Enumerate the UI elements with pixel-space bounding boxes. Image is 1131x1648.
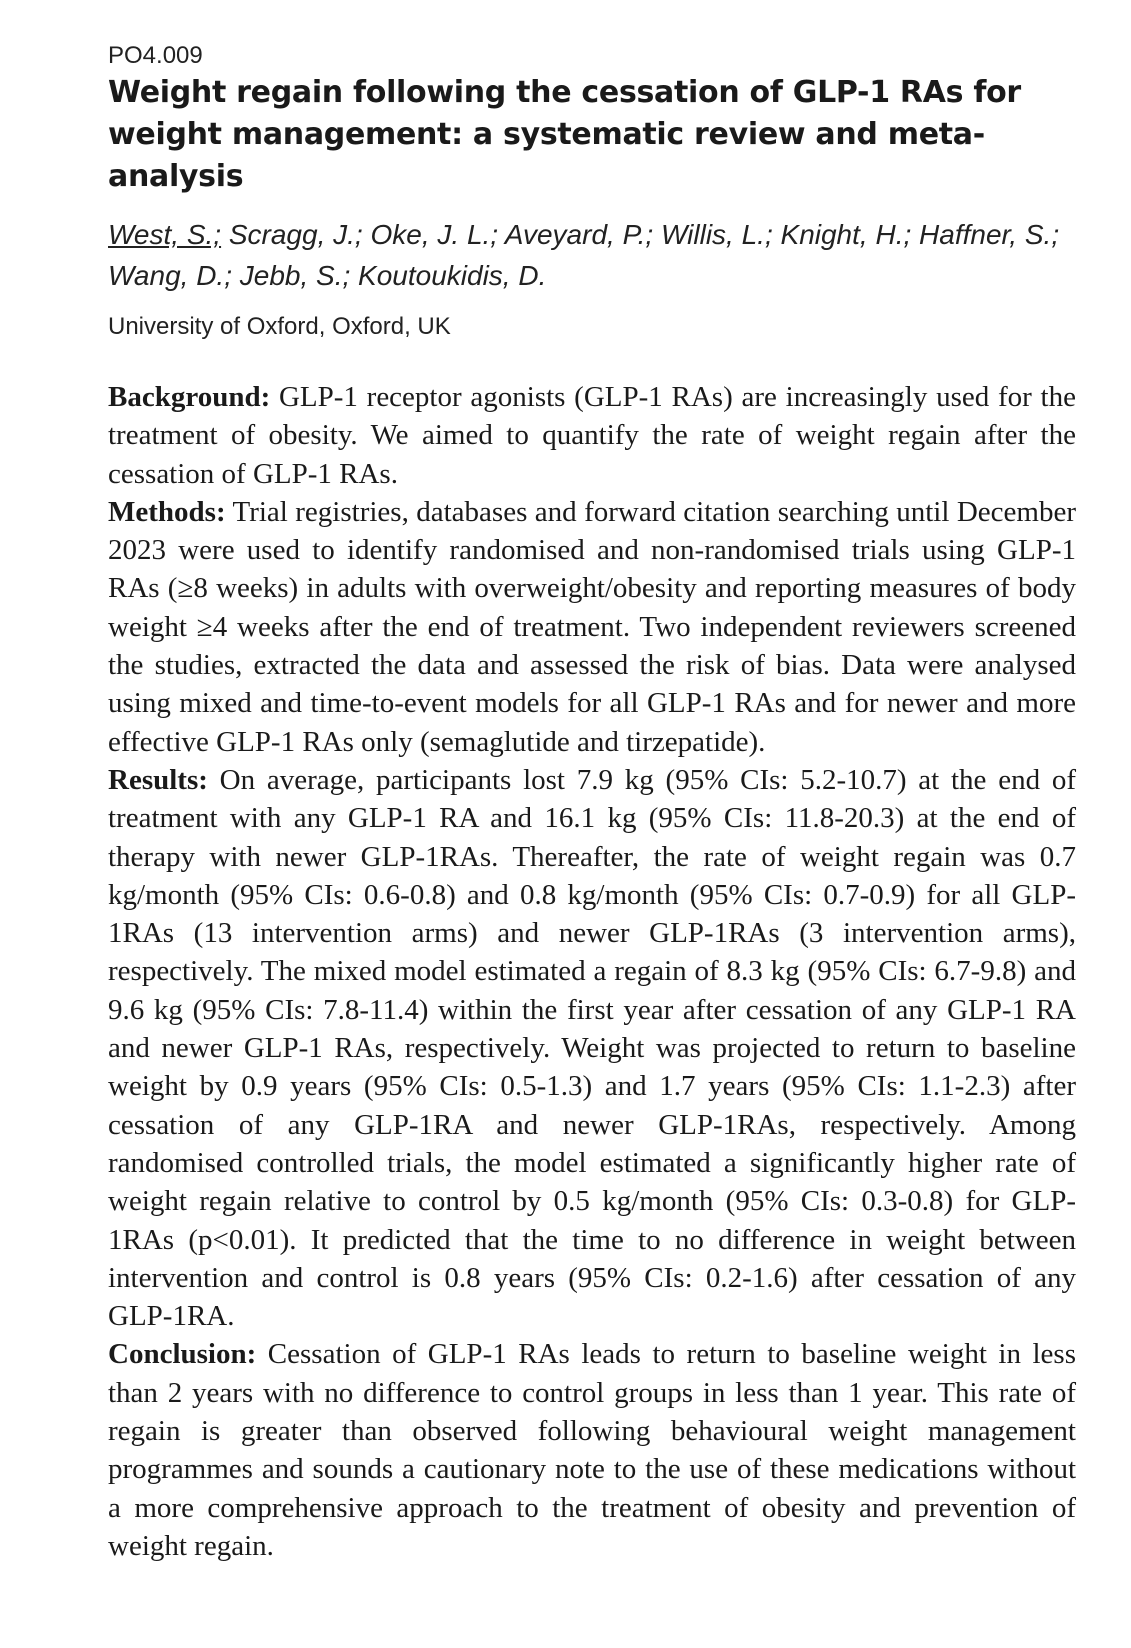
author-list <box>108 214 1076 296</box>
affiliation: University of Oxford, Oxford, UK <box>108 313 451 340</box>
first-author: West, S.; <box>108 219 222 250</box>
methods-text: Trial registries, databases and forward citation searching until December 2023 were used to identify randomised and non-randomised trials using GLP-1 RAs (≥8 weeks) in adults with overweight/obesity and reporting measures of body weight ≥4 weeks after the end of treatment. Two independent reviewers screened the studies, extracted the data and assessed the risk of bias. Data were analysed using mixed and time-to-event models for all GLP-1 RAs and for newer and more effective GLP-1 RAs only (semaglutide and tirzepatide). <box>108 495 1076 758</box>
results-label: Results: <box>108 763 208 796</box>
background-label: Background: <box>108 381 271 413</box>
methods-label: Methods: <box>108 495 226 528</box>
co-authors: Scragg, J.; Oke, J. L.; Aveyard, P.; Willis, L.; Knight, H.; Haffner, S.; Wang, D.; Jebb, S.; Koutoukidis, D. <box>108 219 1060 291</box>
conclusion-text: Cessation of GLP-1 RAs leads to return to baseline weight in less than 2 years with no difference to control groups in less than 1 year. This rate of regain is greater than observed following behavioural weight management programmes and sounds a cautionary note to the use of these medications without a more comprehensive approach to the treatment of obesity and prevention of weight regain. <box>108 1338 1076 1562</box>
abstract-body <box>108 378 1076 1565</box>
conclusion-label: Conclusion: <box>108 1338 257 1371</box>
methods-section <box>108 493 1076 761</box>
poster-code: PO4.009 <box>108 42 203 69</box>
background-section <box>108 378 1076 493</box>
background-text: GLP-1 receptor agonists (GLP-1 RAs) are increasingly used for the treatment of obesity. We aimed to quantify the rate of weight regain after the cessation of GLP-1 RAs. <box>108 381 1076 490</box>
abstract-page <box>108 40 1076 1565</box>
results-text: On average, participants lost 7.9 kg (95% CIs: 5.2-10.7) at the end of treatment with any GLP-1 RA and 16.1 kg (95% CIs: 11.8-20.3) at the end of therapy with newer GLP-1RAs. Thereafter, the rate of weight regain was 0.7 kg/month (95% CIs: 0.6-0.8) and 0.8 kg/month (95% CIs: 0.7-0.9) for all GLP-1RAs (13 intervention arms) and newer GLP-1RAs (3 intervention arms), respectively. The mixed model estimated a regain of 8.3 kg (95% CIs: 6.7-9.8) and 9.6 kg (95% CIs: 7.8-11.4) within the first year after cessation of any GLP-1 RA and newer GLP-1 RAs, respectively. Weight was projected to return to baseline weight by 0.9 years (95% CIs: 0.5-1.3) and 1.7 years (95% CIs: 1.1-2.3) after cessation of any GLP-1RA and newer GLP-1RAs, respectively. Among randomised controlled trials, the model estimated a significantly higher rate of weight regain relative to control by 0.5 kg/month (95% CIs: 0.3-0.8) for GLP-1RAs (p<0.01). It predicted that the time to no difference in weight between intervention and control is 0.8 years (95% CIs: 0.2-1.6) after cessation of any GLP-1RA. <box>108 763 1076 1333</box>
conclusion-section <box>108 1335 1076 1565</box>
abstract-title: Weight regain following the cessation of GLP-1 RAs for weight management: a systematic review and meta-analysis <box>108 75 1021 194</box>
results-section <box>108 761 1076 1335</box>
